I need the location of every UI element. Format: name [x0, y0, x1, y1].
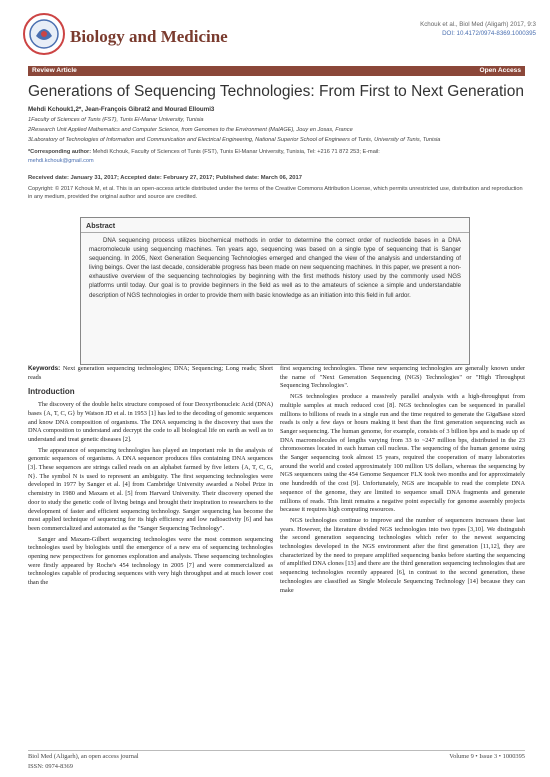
footer-journal: Biol Med (Aligarh), an open access journal [28, 753, 139, 760]
doi-link[interactable]: DOI: 10.4172/0974-8369.1000395 [442, 30, 536, 37]
corresponding-label: *Corresponding author: [28, 149, 92, 155]
journal-logo [22, 12, 66, 56]
footer-issn: ISSN: 0974-8369 [28, 763, 73, 770]
affiliation-1: 1Faculty of Sciences of Tunis (FST), Tunis El-Manar University, Tunisia [28, 117, 204, 123]
abstract-box [80, 217, 470, 365]
logo-seal-icon [22, 12, 66, 56]
right-column [280, 365, 525, 597]
body-paragraph: Sanger and Maxam-Gilbert sequencing technologies were the most common sequencing technologies used by biologists until the emergence of a new era of sequencing technologies opening new perspectives for genomes exploration and analysis. These sequencing technologies were firstly appeared by Roche's 454 technology in 2005 [7] and were commercialized as technologies capable of producing sequences with very high throughput and at much lower cost than the [28, 535, 273, 587]
article-dates: Received date: January 31, 2017; Accepted date: February 27, 2017; Published date: March 06, 2017 [28, 175, 302, 181]
abstract-divider [81, 232, 469, 233]
open-access-label: Open Access [479, 67, 521, 74]
abstract-heading: Abstract [86, 221, 116, 230]
body-paragraph: The appearance of sequencing technologies has played an important role in the analysis of genomic sequences of organisms. A DNA sequencer produces files containing DNA sequences [3]. These sequences are strings called reads on an alphabet farmed by five letters {A, T, C, G, N}. The symbol N is used to represent an ambiguity. The first sequencing technologies were developed in 1977 by Sanger et al. [4] from Cambridge University awarded a Nobel Prize in chemistry in 1980 and Maxam et al. [5] from Harvard University. Their discovery opened the door to study the genetic code of living beings and brought their inspiration to researchers to the development of faster and efficient sequencing technology. Sanger sequencing has become the most applied technique of sequencing for its high efficiency and low radioactivity [6] and has been commercialized and automated as the "Sanger Sequencing Technology". [28, 446, 273, 532]
journal-title[interactable]: Biology and Medicine [70, 27, 228, 46]
affiliation-2: 2Research Unit Applied Mathematics and Computer Science, from Genomes to the Environment (MaIAGE), Jouy en Josas, France [28, 127, 353, 133]
body-paragraph: NGS technologies continue to improve and the number of sequencers increases these last years. However, the literature divided NGS technologies into two types [3,10]. We distinguish the second generation sequencing technologies which refer to the newest sequencing technologies developed in the NGS environment after the first generation [11,12], they are characterized by the need to prepare amplified sequencing banks before starting the sequencing of amplified DNA clones [13] and there are the third generation sequencing technologies that are sequencing technologies recently appeared [6], in contrast to the second generation, these technologies are classified as Single Molecule Sequencing Technology [14] because they can make [280, 516, 525, 594]
author-list: Mehdi Kchouk1,2*, Jean-François Gibrat2 and Mourad Elloumi3 [28, 106, 215, 113]
keywords [28, 365, 273, 382]
footer-volume: Volume 9 • Issue 3 • 1000395 [449, 753, 525, 760]
email-link[interactable]: mehdi.kchouk@gmail.com [28, 157, 94, 164]
left-column [28, 365, 273, 590]
article-type-bar [28, 66, 525, 76]
body-paragraph: NGS technologies produce a massively parallel analysis with a high-throughput from multiple samples at much reduced cost [8]. NGS technologies can be sequenced in parallel millions to billions of reads in a single run and the time required to generate the GigaBase sized reads is only a few days or hours making it best than the first generation sequencing such as Sanger sequencing. The human genome, for example, consists of 3 billion bps and is made up of DNA macromolecules of lengths varying from 33 to ~247 million bps, distributed in the 23 chromosomes located in each human cell nucleus. The sequencing of the human genome using the Sanger sequencing took almost 15 years, required the cooperation of many laboratories around the world and costed approximately 100 million US dollars, whereas the sequencing by NGS sequencers using the 454 Genome Sequencer FLX took two months and for approximately one hundredth of the cost [9]. Unfortunately, NGS are incapable to read the complete DNA sequence of the genome, they are limited to sequence small DNA fragments and generate millions of reads. This limit remains a negative point especially for genome assembly projects because it requires high computing resources. [280, 393, 525, 514]
copyright-notice: Copyright: © 2017 Kchouk M, et al. This is an open-access article distributed under the terms of the Creative Commons Attribution License, which permits unrestricted use, distribution and reproduction in any medium, provided the original author and source are credited. [28, 186, 523, 201]
corresponding-text: Mehdi Kchouk, Faculty of Sciences of Tunis (FST), Tunis El-Manar University, Tunisia, Tel: +216 71 872 253; E-mail: [91, 149, 380, 155]
introduction-heading: Introduction [28, 387, 75, 397]
body-paragraph: The discovery of the double helix structure composed of four Deoxyribonucleic Acid (DNA) bases {A, T, C, G} by Watson JD et al. in 1953 [1] has led to the decoding of genomic sequences and know DNA composition of organisms. The DNA sequencing is the discovery that uses the DNA composition to understand and decrypt the code to all biological life on earth as well as to understand and treat genetic diseases [2]. [28, 401, 273, 443]
keywords-text: Next generation sequencing technologies; DNA; Sequencing; Long reads; Short reads [28, 365, 273, 381]
affiliation-3: 3Laboratory of Technologies of Information and Communication and Electrical Engineering, National Superior School of Engineers of Tunis, University of Tunis, Tunisia [28, 137, 441, 143]
paper-title: Generations of Sequencing Technologies: From First to Next Generation [28, 83, 524, 100]
keywords-label: Keywords: [28, 365, 61, 372]
footer-divider [28, 750, 525, 751]
abstract-text: DNA sequencing process utilizes biochemical methods in order to determine the correct order of nucleotide bases in a DNA macromolecule using sequencing machines. Ten years ago, sequencing was based on a single type of sequencing that is Sanger sequencing. In 2005, Next Generation Sequencing Technologies emerged and changed the view of the analysis and understanding of living beings. Over the last decade, considerable progress has been made on new sequencing machines. In this paper, we present a non-exhaustive overview of the sequencing technologies by beginning with the first methods history used by the commonly used NGS platforms until today. Our goal is to provide beginners in the field as well as to the amateurs of science a simple and understandable description of NGS technologies in order to provide them with basic knowledge as an initiation into this field in full ardor. [89, 237, 461, 299]
body-paragraph: first sequencing technologies. These new sequencing technologies are generally known under the name of "Next Generation Sequencing (NGS) Technologies" or "High Throughput Sequencing Technologies". [280, 365, 525, 390]
citation-text: Kchouk et al., Biol Med (Aligarh) 2017, 9:3 [420, 21, 536, 28]
corresponding-author [28, 148, 520, 165]
article-type-label: Review Article [32, 67, 77, 74]
citation-block [420, 20, 536, 38]
